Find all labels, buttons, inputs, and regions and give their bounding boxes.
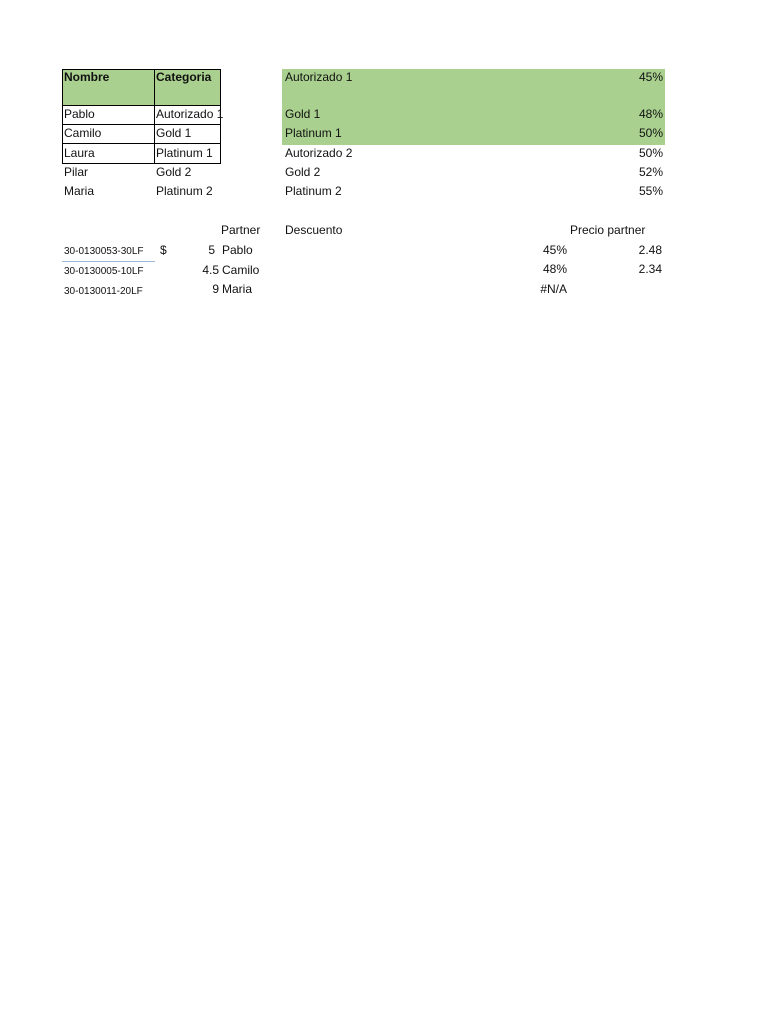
names-row-2-name: Camilo (64, 126, 102, 140)
names-row-3-name: Laura (64, 146, 95, 160)
names-header-nombre: Nombre (64, 70, 110, 84)
row-3-partner[interactable]: Maria (222, 282, 253, 296)
discount-row-6-percent[interactable]: 55% (638, 184, 663, 198)
row-1-discount[interactable]: 45% (542, 243, 567, 257)
discount-row-3-percent[interactable]: 50% (638, 126, 663, 140)
row-2-partner[interactable]: Camilo (222, 263, 260, 277)
discount-row-2-category[interactable]: Gold 1 (285, 107, 321, 121)
row-2-code[interactable]: 30-0130005-10LF (64, 266, 144, 277)
row-3-discount[interactable]: #N/A (540, 282, 567, 296)
row-1-price[interactable]: 5 (208, 243, 215, 257)
names-row-1-name: Pablo (64, 107, 95, 121)
discount-row-3-category[interactable]: Platinum 1 (285, 126, 342, 140)
names-row-5-name: Maria (64, 184, 95, 198)
row-1-partner[interactable]: Pablo (222, 243, 253, 257)
row-1-currency: $ (160, 243, 167, 257)
names-row-4-name: Pilar (64, 165, 89, 179)
discount-row-4-percent[interactable]: 50% (638, 146, 663, 160)
names-row-3-category: Platinum 1 (156, 146, 213, 160)
row-2-discount[interactable]: 48% (542, 262, 567, 276)
row-3-code[interactable]: 30-0130011-20LF (64, 286, 143, 297)
names-row-1-category: Autorizado 1 (156, 107, 224, 121)
header-precio-partner: Precio partner (570, 223, 646, 237)
discount-row-6-category[interactable]: Platinum 2 (285, 184, 342, 198)
names-row-4-category: Gold 2 (156, 165, 192, 179)
discount-row-1-percent[interactable]: 45% (638, 70, 663, 84)
row-2-price[interactable]: 4.5 (202, 263, 219, 277)
row-3-price[interactable]: 9 (212, 282, 219, 296)
discount-row-4-category[interactable]: Autorizado 2 (285, 146, 353, 160)
row-1-code-underline (62, 261, 155, 262)
names-header-categoria: Categoria (156, 70, 212, 84)
discount-row-1-category[interactable]: Autorizado 1 (285, 70, 353, 84)
row-2-partner-price[interactable]: 2.34 (638, 262, 662, 276)
discount-row-5-category[interactable]: Gold 2 (285, 165, 321, 179)
discount-row-2-percent[interactable]: 48% (638, 107, 663, 121)
header-partner: Partner (221, 223, 261, 237)
names-row-2-category: Gold 1 (156, 126, 192, 140)
names-row-5-category: Platinum 2 (156, 184, 213, 198)
row-1-partner-price[interactable]: 2.48 (638, 243, 662, 257)
discount-row-5-percent[interactable]: 52% (638, 165, 663, 179)
header-descuento: Descuento (285, 223, 343, 237)
row-1-code[interactable]: 30-0130053-30LF (64, 246, 144, 257)
